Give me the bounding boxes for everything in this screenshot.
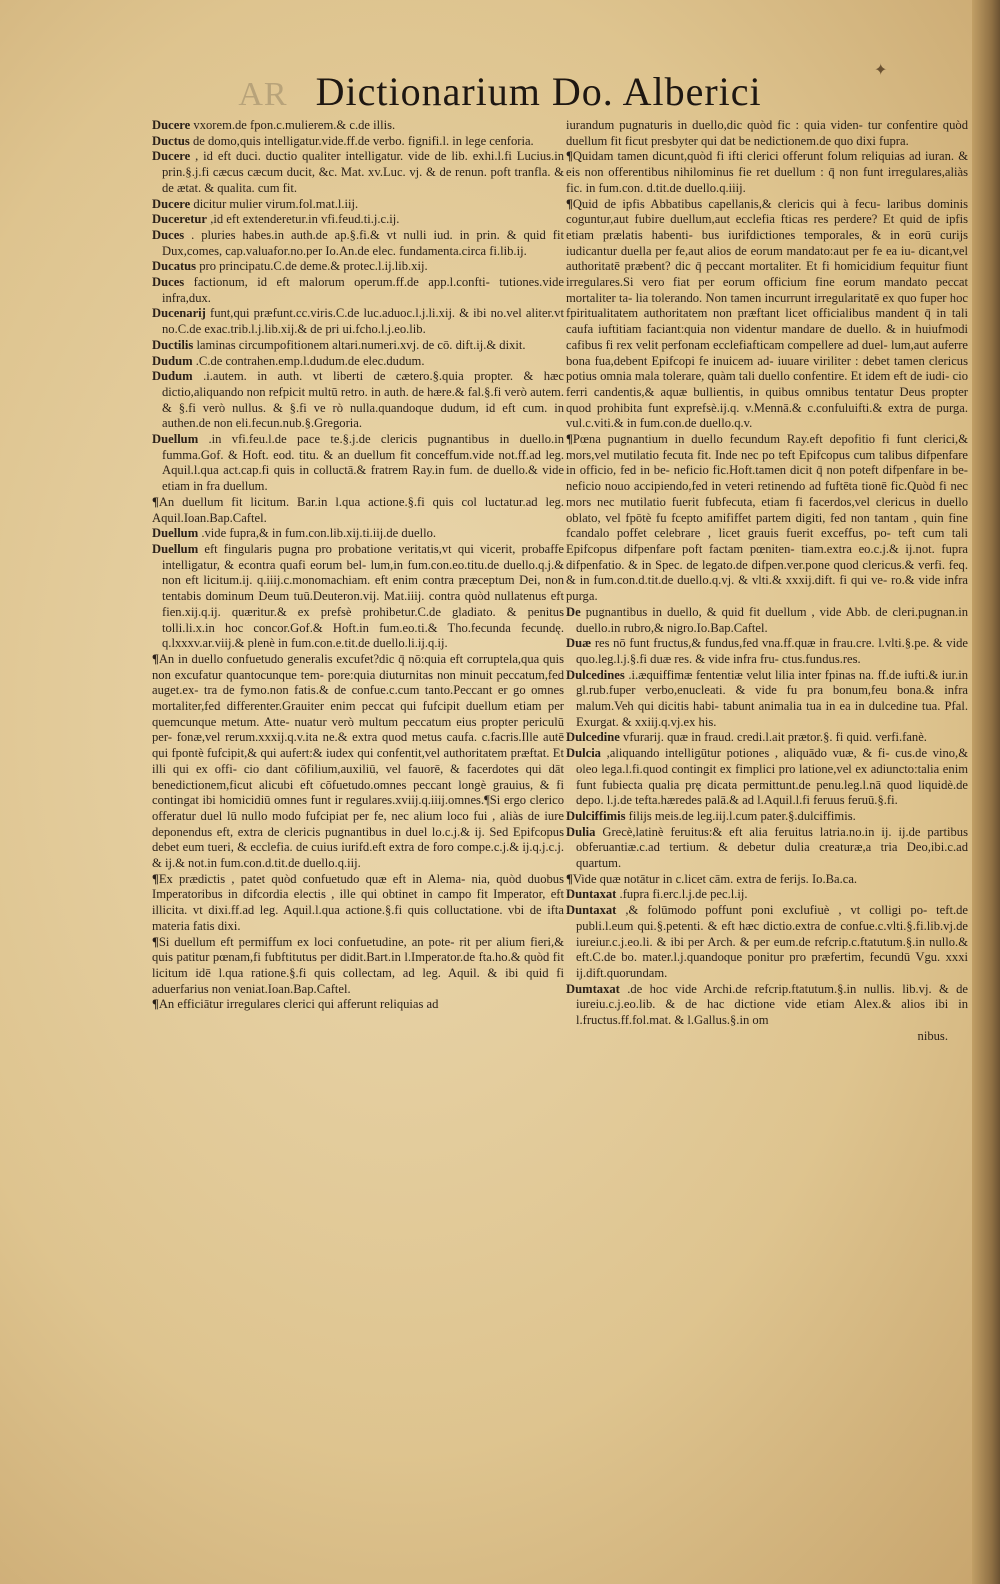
entry-text: vxorem.de fpon.c.mulierem.& c.de illis. (193, 118, 396, 132)
entry-text: Grecè,latinè feruitus:& eft alia feruitus latria.no.in ij. ij.de partibus obferuantiæ.c.ad tertium. & debetur dulia creaturæ,a tria Deo,ibi.c.ad quartum. (576, 824, 968, 871)
pilcrow-mark: ¶ (152, 997, 159, 1012)
entry-text: .fupra fi.erc.l.j.de pec.l.ij. (619, 887, 748, 902)
entry-text: funt,qui præfunt.cc.viris.C.de luc.aduoc.l.j.li.xij. & ibi no.vel aliter.vt no.C.de exac.trib.l.j.lib.xij.& de pri ui.fcho.l.j.eo.lib. (162, 306, 564, 337)
entry-headword: Dudum (152, 353, 193, 368)
pilcrow-mark: ¶ (566, 196, 573, 211)
entry-headword: Duæ (566, 636, 592, 651)
entry-text: factionum, id eft malorum operum.ff.de app.l.confti- tutiones.vide infra,dux. (162, 275, 564, 305)
entry-text: An efficiātur irregulares clerici qui afferunt reliquias ad (158, 997, 439, 1012)
entry-headword: Dulcedine (566, 730, 620, 745)
entry-text: ,id eft extenderetur.in vfi.feud.ti.j.c.ij. (210, 212, 400, 227)
entry-headword: Duces (152, 227, 185, 242)
dictionary-entry (152, 275, 564, 306)
dictionary-entry (152, 228, 564, 259)
dictionary-entry (566, 982, 968, 1029)
entry-text: Vide quæ notātur in c.licet cām. extra de ferijs. Io.Ba.ca. (572, 871, 858, 886)
page-title: Dictionarium Do. Alberici (315, 69, 762, 114)
dictionary-entry (152, 354, 564, 370)
entry-headword: Ducere (152, 118, 191, 132)
dictionary-entry (566, 730, 968, 746)
entry-headword: Duceretur (152, 212, 208, 227)
dictionary-entry (566, 1029, 968, 1045)
entry-text: filijs meis.de leg.iij.l.cum pater.§.dulciffimis. (628, 808, 856, 823)
dictionary-entry (566, 903, 968, 982)
pilcrow-mark: ¶ (566, 149, 573, 164)
entry-headword: Dumtaxat (566, 981, 620, 996)
entry-text: . pluries habes.in auth.de ap.§.fi.& vt nulli iud. in prin. & quid fit Dux,comes, cap.valuafor.no.per Io.An.de elec. fundamenta.circa fi.lib.ij. (162, 227, 564, 258)
dictionary-entry (152, 935, 564, 998)
dictionary-entry (152, 542, 564, 652)
entry-headword: Dulciffimis (566, 808, 626, 823)
entry-text: An in duello confuetudo generalis excufet?dic q̄ nō:quia eft corruptela,qua quis non excufatur quantocunque tem- pore:quia diuturnitas non minuit peccatum,fed auget.ex- tra de fymo.non fatis.& de confue.c.cum tanto.Peccant er go omnes mortaliter,fed differenter.Grauiter enim peccat qui fufcipit duellum etiam per quemcunque metum. Atte- nuatur verò multum peccatum eius propter periculū per- fonæ,vel rerum.xxxij.q.v.ita ne.& extra quod metus caufa. c.facris.Ille autē qui fpontè fufcipit,& qui aufert:& iudex qui confentit,vel authoritatem præftat. Et illi qui ex offi- cio dant cōfilium,auxiliū, vel fauorē, & facerdotes qui dāt benedictionem,ficut alicubi eft cōfuetudo.omnes peccant longè grauius, & fi contingat ibi homicidiū omnes funt ir regulares.xviij.q.iiij.omnes.¶Si ergo clerico offeratur duel lū nullo modo fufcipiat per fe, nec alium loco fui , aliàs de iure deponendus eft, extra de clericis pugnantibus in duel lo.c.j.& ij. Sed Epifcopus debet eum tueri, & ecclefia. de cuius iurifd.eft extra de foro compe.c.j.& ij.q.j.c.j. & ij.& not.in fum.con.d.tit.de duello.q.iij. (152, 651, 564, 871)
dictionary-entry (566, 668, 968, 731)
pilcrow-mark: ¶ (152, 934, 159, 949)
entry-text: Pœna pugnantium in duello fecundum Ray.eft depofitio fi funt clerici,& mors,vel mutilatio fecuta fit. Inde nec po teft Epifcopus cum talibus difpenfare in officio, fed in be- neficio fic.Hoft.tamen dicit q̄ non poteft difpenfare in be- neficio nouo accipiendo,fed in veteri retinendo ad fuftēta tionē fic.Quòd fi nec mors nec mutilatio fuerit fubfecuta, etiam fi facerdos,vel clericus in duello oblato, vel fpōtè fu fcepto amififfet partem digiti, fed non tantam , quin fine fcandalo poffet celebrare , licet grauis fuerit exceffus, po- teft cum tali Epifcopus difpenfare poft factam pœniten- tiam.extra eo.c.j.& ij.not. fupra difpenfatio. & in Spec. de legato.de difpen.ver.pone quod clericus.& verfi. feq. & in fum.con.d.tit.de duello.q.vj. & vlti.& xxxij.dift. fi qui ve- ro.& vide infra purga. (566, 432, 968, 604)
entry-headword: De (566, 604, 581, 619)
left-text-column (152, 118, 564, 1013)
dictionary-entry (152, 197, 564, 213)
pilcrow-mark: ¶ (566, 871, 573, 886)
pilcrow-mark: ¶ (152, 651, 159, 666)
dictionary-entry (566, 432, 968, 605)
entry-text: , id eft duci. ductio qualiter intelligatur. vide de lib. exhi.l.fi Lucius.in prin.§.j.fi cæcus cæcum ducit, &c. Mat. xv.Luc. vj. & de renun. poft tranfla. & de ætat. & qualita. cum fit. (162, 149, 564, 195)
entry-text: vfurarij. quæ in fraud. credi.l.ait prætor.§. fi quid. verfi.fanè. (623, 730, 927, 745)
entry-text: Si duellum eft permiffum ex loci confuetudine, an pote- rit per alium fieri,& quis patitur pœnam,fi fubftitutus per didit.Bart.in l.Imperator.de fta.ho.& quòd fit licitum idē l.qua ratione.§.fi quis collectam, ad leg. Aquil. & ibi quid fi aduerfarius non veniat.Ioan.Bap.Caftel. (152, 934, 564, 996)
entry-text: An duellum fit licitum. Bar.in l.qua actione.§.fi quis col luctatur.ad leg. Aquil.Ioan.Bap.Caftel. (152, 494, 564, 525)
entry-headword: Dudum (152, 369, 193, 384)
entry-headword: Dulcedines (566, 667, 625, 682)
entry-headword: Dulcia (566, 746, 601, 761)
dictionary-entry (152, 212, 564, 228)
entry-text: ,& folūmodo poffunt poni exclufiuè , vt colligi po- teft.de publi.l.eum qui.§.petenti. & eft hæc dictio.extra de confue.c.vlti.§.fi.lib.vj.de iureiur.c.j.eo.li. & ibi per Arch. & per eum.de refcrip.c.ftatutum.§.in nullo.& eft.C.de bo. mater.l.j.quandoque ponitur pro præfertim, fecundū Vgu. xxxi ij.dift.quorundam. (576, 903, 968, 980)
running-header (0, 68, 1000, 120)
entry-text: ,aliquando intelligūtur potiones , aliquādo vuæ, & fi- cus.de vino,& oleo lega.l.fi.quod contingit ex fimplici pro latione,vel ex adiuncto:talia enim funt fubiecta qualia prę dicata permittunt.de penu.leg.l.nā quod liquidè.de depo. l.j.de tefta.hæredes palā.& ad l.Aquil.l.fi feruus feruū.§.fi. (576, 746, 968, 808)
entry-text: .de hoc vide Archi.de refcrip.ftatutum.§.in nullis. lib.vj. & de iureiu.c.j.eo.lib. & de hac dictione vide etiam Alex.& alios ibi in l.fructus.ff.fol.mat. & l.Gallus.§.in om (576, 981, 968, 1028)
entry-text: de domo,quis intelligatur.vide.ff.de verbo. fignifi.l. in lege cenforia. (192, 133, 534, 148)
entry-text: nibus. (917, 1028, 948, 1043)
entry-headword: Ductilis (152, 337, 194, 352)
entry-text: .C.de contrahen.emp.l.dudum.de elec.dudum. (195, 353, 425, 368)
entry-text: dicitur mulier virum.fol.mat.l.iij. (193, 196, 359, 211)
dictionary-entry (566, 746, 968, 809)
ink-mark-icon: ✦ (874, 60, 888, 79)
entry-text: iurandum pugnaturis in duello,dic quòd fic : quia viden- tur confentire quòd duellum fit ficut presbyter qui dat be nedictionem.de quo dixi fupra. (566, 118, 968, 148)
entry-text: Quid de ipfis Abbatibus capellanis,& clericis qui à fecu- laribus dominis coguntur,aut fubire duellum,aut ecclefia fticas res perdere? Et quid de ipfis etiam prælatis habenti- bus iurifdictiones temporales, & in eorū curijs iudicantur duella per fe,aut alios de eorum mandato:aut per fe ea iu- dicant,vel authoritatē præbent? dic q̄ peccant mortaliter. Et fi homicidium fequitur fiunt irregulares.Si vero fiat per eorum officium fine eorum mandato peccat mortaliter ta- lia tolerando. Non tamen incurrunt irregularitatē ex quo fuper hoc fpiritualitatem authoritatem non præftant licet officialibus mandent q̄ in tali caufa iuftitiam faciant:quia non videntur mandare de duello. & in huiufmodi cafibus fi rex velit perfonam ecclefiafticam compellere ad duel- lum,aut auferre bona fua,debent Epifcopi fe inuicem ad- iuuare viriliter : debet tamen clericus potius omnia mala tolerare, quàm tali duello confentire. Et idem eft de iudi- cio ferri candentis,& aquæ bullientis, in quibus omnibus tentatur Deus propter quod prohibita funt exprefsè.ij.q. v.Mennā.& c.confuluifti.& extra de purga. vul.c.viti.& in fum.con.de duello.q.v. (566, 196, 968, 431)
entry-headword: Duellum (152, 432, 199, 447)
dictionary-entry (566, 872, 968, 888)
dictionary-entry (152, 997, 564, 1013)
dictionary-entry (152, 134, 564, 150)
pilcrow-mark: ¶ (152, 871, 159, 886)
entry-headword: Duntaxat (566, 903, 617, 918)
entry-headword: Ducatus (152, 259, 197, 274)
right-text-column (566, 118, 968, 1044)
entry-text: Ex prædictis , patet quòd confuetudo quæ eft in Alema- nia, quòd duobus Imperatoribus in difcordia electis , ille qui obtinet in campo fit Imperator, eft illicita. vt dixi.ff.ad leg. Aquil.l.qua actione.§.fi quis colluctatione. vbi de ifta materia fatis dixi. (152, 871, 564, 933)
entry-headword: Duellum (152, 526, 199, 541)
dictionary-entry (566, 887, 968, 903)
dictionary-entry (152, 495, 564, 526)
entry-headword: Duntaxat (566, 887, 617, 902)
header-bleedthrough-text: AR (238, 76, 288, 113)
dictionary-entry (152, 338, 564, 354)
dictionary-entry (152, 872, 564, 935)
entry-headword: Dulia (566, 824, 596, 839)
entry-headword: Ducere (152, 149, 191, 164)
dictionary-entry (152, 526, 564, 542)
dictionary-entry (566, 825, 968, 872)
dictionary-entry (566, 197, 968, 433)
entry-text: pro principatu.C.de deme.& protec.l.ij.lib.xij. (199, 259, 428, 274)
dictionary-entry (152, 369, 564, 432)
entry-text: .vide fupra,& in fum.con.lib.xij.ti.iij.de duello. (201, 526, 437, 541)
entry-text: .i.autem. in auth. vt liberti de cætero.§.quia propter. & hæc dictio,aliquando non refpicit multū retro. in auth. de hære.& fal.§.fi verò autem. & §.fi verò nullus. & §.fi ve rò nulla.quandoque dudum, id eft cum. in authen.de non eli.fecun.nub.§.Gregoria. (162, 369, 564, 431)
entry-text: eft fingularis pugna pro probatione veritatis,vt qui vicerit, probaffe intelligatur, & econtra quafi eorum bel- lum,in fum.con.eo.titu.de duello.q.j.& non eft licitum.ij. q.iiij.c.monomachiam. eft enim contra præceptum Dei, non tentabis dominum Deum tuū.Deuteron.vij. Mat.iiij. contra quòd nullatenus eft fien.xij.q.ij. quæritur.& ex prefsè prohibetur.C.de gladiato. & penitus tolli.li.x.in hoc concor.Gof.& Hoft.in fum.eo.ti.& Tho.fecunda fecundę. q.lxxxv.ar.viij.& plenè in fum.con.e.tit.de duello.li.ij.q.ij. (162, 541, 564, 651)
entry-headword: Duces (152, 275, 185, 290)
dictionary-entry (566, 149, 968, 196)
dictionary-entry (566, 118, 968, 149)
entry-headword: Ductus (152, 133, 190, 148)
dictionary-entry (566, 605, 968, 636)
entry-text: .in vfi.feu.l.de pace te.§.j.de clericis pugnantibus in duello.in fumma.Gof. & Hoft. eod. titu. & an duellum fit conceffum.vide not.ff.ad leg. Aquil.l.qua act.cap.fi quis in colluctā.& fratrem Ray.in fum. de duello.& vide etiam in fra duellum. (162, 432, 565, 494)
dictionary-entry (566, 809, 968, 825)
dictionary-entry (152, 149, 564, 196)
pilcrow-mark: ¶ (152, 494, 159, 509)
entry-headword: Duellum (152, 541, 199, 556)
entry-text: pugnantibus in duello, & quid fit duellum , vide Abb. de cleri.pugnan.in duello.in rubro,& nigro.Io.Bap.Caftel. (576, 604, 968, 635)
entry-text: Quidam tamen dicunt,quòd fi ifti clerici offerunt folum reliquias ad iuran. & eis non offerentibus nihilominus fie ret duellum : q̄ non funt irregulares,aliàs fic. in fum.con. d.tit.de duello.q.iiij. (566, 149, 968, 195)
entry-text: laminas circumpofitionem altari.numeri.xvj. de cō. dift.ij.& dixit. (196, 337, 526, 352)
dictionary-entry (566, 636, 968, 667)
entry-headword: Ducenarij (152, 306, 206, 321)
dictionary-entry (152, 432, 564, 495)
page-gutter-shadow (972, 0, 1000, 1584)
entry-text: res nō funt fructus,& fundus,fed vna.ff.quæ in frau.cre. l.vlti.§.pe. & vide quo.leg.l.j.§.fi duæ res. & vide infra fru- ctus.fundus.res. (576, 636, 968, 666)
dictionary-entry (152, 652, 564, 872)
dictionary-entry (152, 306, 564, 337)
dictionary-entry (152, 259, 564, 275)
dictionary-entry (152, 118, 564, 134)
entry-text: .i.æquiffimæ fententiæ velut lilia inter fpinas na. ff.de iufti.& iur.in gl.rub.fuper verbo,enucleati. & vide fu pra bonum,feu bona.& infra malum.Veh qui dicitis habi- tabunt animalia tua in ea in dulcedine tua. Pfal. Exurgat. & xxiij.q.vj.ex his. (576, 667, 968, 729)
entry-headword: Ducere (152, 196, 191, 211)
pilcrow-mark: ¶ (566, 432, 573, 447)
